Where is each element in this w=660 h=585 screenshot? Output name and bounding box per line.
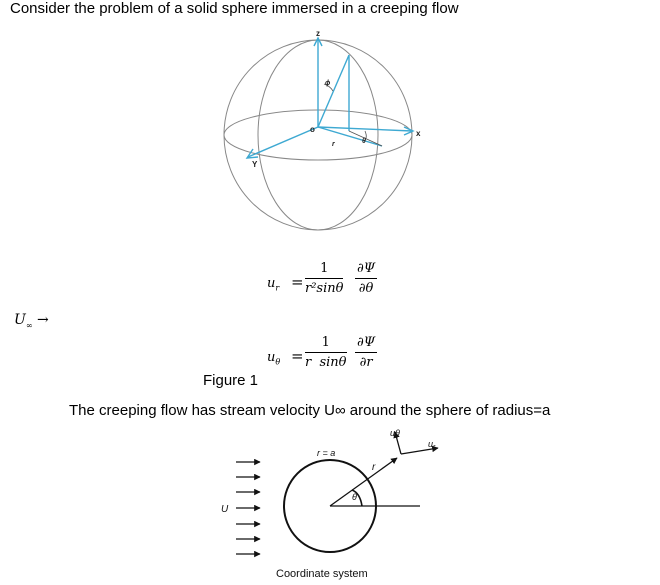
z-label: z	[316, 29, 320, 38]
utheta-lhs: $u_\theta$	[267, 350, 281, 367]
coordinate-caption: Coordinate system	[276, 568, 368, 580]
phi-label: ϕ	[325, 80, 331, 87]
radius-vector	[330, 458, 397, 506]
y-label: Y	[252, 160, 258, 169]
utheta-fraction-1: 1 r sinθ	[305, 335, 347, 370]
flow-description: The creeping flow has stream velocity U∞ around the sphere of radius=a	[69, 402, 551, 419]
u-label: U	[221, 504, 229, 515]
figure-caption: Figure 1	[203, 372, 259, 389]
origin-label: o	[310, 125, 315, 134]
r-equals-a-label: r = a	[317, 448, 336, 458]
position-vector	[318, 55, 349, 127]
theta-label-coord: θ	[352, 492, 357, 502]
x-axis	[318, 127, 412, 131]
x-label: x	[416, 129, 421, 138]
utheta-equals: =	[291, 347, 304, 365]
utheta-equation	[267, 335, 397, 375]
ur-lhs: $u_r$	[267, 276, 280, 293]
theta-label: θ	[362, 138, 366, 145]
ur-fraction-2: ∂Ψ ∂θ	[357, 261, 376, 296]
u-infinity-label: $U_\infty$ →	[14, 312, 49, 330]
u-r-label: $u_r$	[428, 439, 436, 451]
ur-equation	[267, 261, 397, 301]
coordinate-diagram	[0, 420, 660, 585]
ur-equals: =	[291, 273, 304, 291]
u-theta-label: uθ	[390, 428, 400, 438]
utheta-fraction-2: ∂Ψ ∂r	[357, 335, 376, 370]
ur-fraction-1: 1 r²sinθ	[305, 261, 344, 296]
problem-statement: Consider the problem of a solid sphere immersed in a creeping flow	[10, 0, 459, 17]
sphere-diagram	[0, 0, 660, 240]
r-label-coord: r	[372, 462, 376, 473]
r-label: r	[332, 141, 335, 148]
